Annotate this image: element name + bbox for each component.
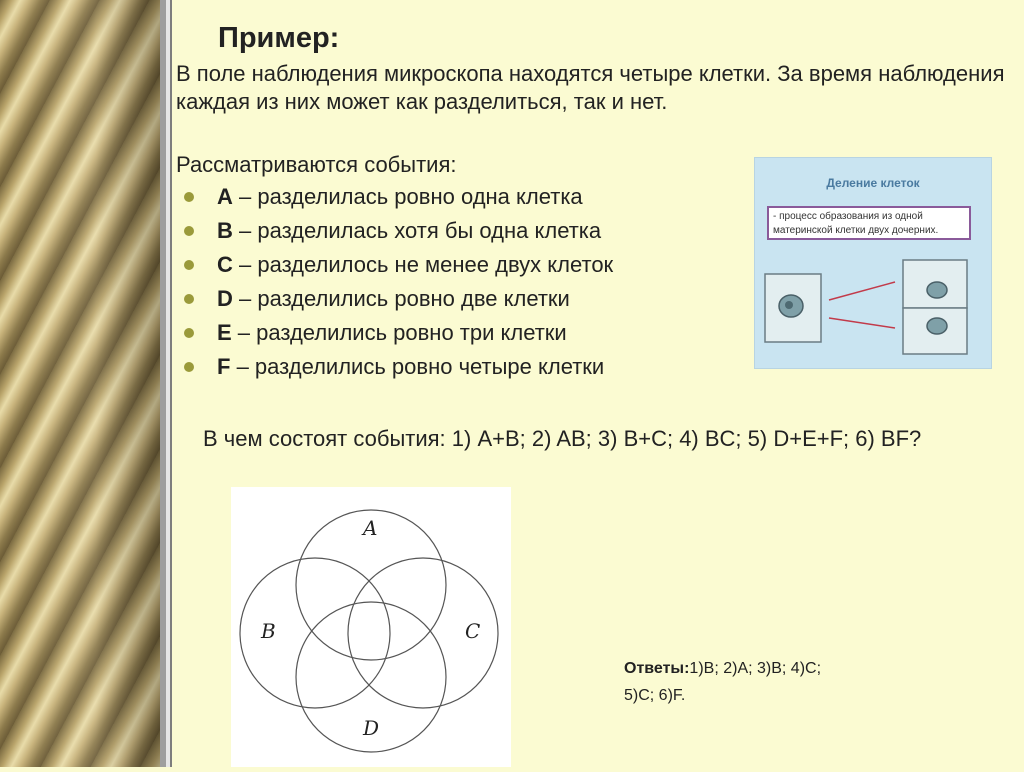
answers-line [624, 655, 984, 682]
venn-label-b: B [261, 619, 276, 643]
division-arrow [829, 282, 895, 300]
event-letter: C [217, 252, 233, 277]
border-stripe [170, 0, 172, 767]
intro-text: В поле наблюдения микроскопа находятся четыре клетки. За время наблюдения каждая из них может как разделиться, так и нет. [176, 61, 1005, 114]
event-text: – разделились ровно три клетки [231, 320, 567, 345]
list-item [184, 184, 613, 218]
venn-diagram [231, 487, 511, 767]
event-letter: F [217, 354, 231, 379]
bullet-icon [184, 362, 194, 372]
bullet-icon [184, 192, 194, 202]
bullet-icon [184, 328, 194, 338]
list-item [184, 354, 613, 388]
event-list [184, 184, 613, 388]
decorative-border [0, 0, 160, 767]
venn-label-a: A [363, 516, 378, 540]
event-letter: E [217, 320, 232, 345]
venn-svg [231, 487, 511, 767]
answers-block [624, 655, 984, 709]
venn-label-d: D [363, 716, 380, 740]
event-text: – разделились ровно четыре клетки [230, 354, 605, 379]
event-letter: B [217, 218, 233, 243]
venn-label-c: C [465, 619, 481, 643]
answers-label: Ответы: [624, 660, 690, 677]
division-arrow [829, 318, 895, 328]
cell-drawing [755, 158, 991, 368]
list-item [184, 252, 613, 286]
figure-definition: - процесс образования из одной материнской клетки двух дочерних. [767, 206, 971, 240]
event-text: – разделились ровно две клетки [232, 286, 570, 311]
bullet-icon [184, 226, 194, 236]
question-text: В чем состоят события: 1) A+B; 2) AB; 3) B+C; 4) BC; 5) D+E+F; 6) BF? [203, 426, 922, 451]
event-text: – разделилась ровно одна клетка [232, 184, 583, 209]
bullet-icon [184, 294, 194, 304]
cell-division-figure [754, 157, 992, 369]
event-letter: D [217, 286, 233, 311]
answers-values: 1)B; 2)A; 3)B; 4)C; [689, 660, 822, 677]
event-letter: A [217, 184, 233, 209]
list-item [184, 320, 613, 354]
daughter-nucleus [927, 282, 947, 298]
figure-title: Деление клеток [826, 176, 920, 190]
slide-title: Пример: [218, 22, 340, 54]
bullet-icon [184, 260, 194, 270]
list-item [184, 286, 613, 320]
event-text: – разделилась хотя бы одна клетка [232, 218, 602, 243]
daughter-nucleus [927, 318, 947, 334]
answers-line: 5)C; 6)F. [624, 687, 686, 704]
event-text: – разделилось не менее двух клеток [232, 252, 614, 277]
list-item [184, 218, 613, 252]
events-label: Рассматриваются события: [176, 152, 457, 177]
